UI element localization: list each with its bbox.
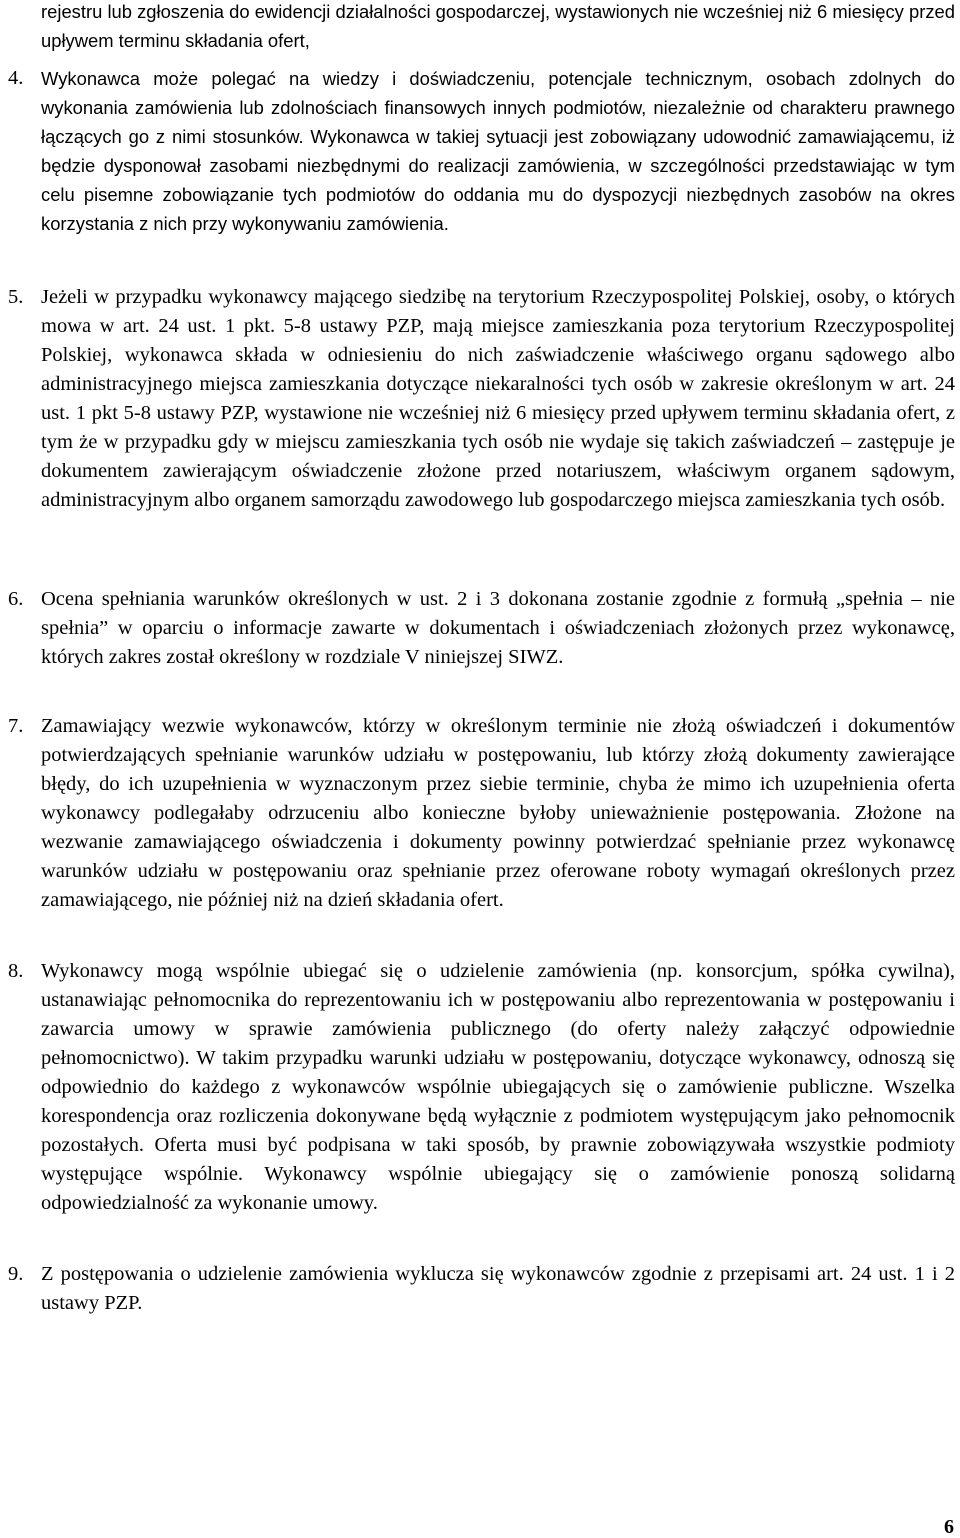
list-item-number: 5. [8, 286, 24, 308]
list-item-text: Wykonawca może polegać na wiedzy i doświadczeniu, potencjale technicznym, osobach zdolnych do wykonania zamówienia lub zdolnościach finansowych innych podmiotów, niezależnie od charakteru prawnego łączących go z nimi stosunków. Wykonawca w takiej sytuacji jest zobowiązany udowodnić zamawiającemu, iż będzie dysponował zasobami niezbędnymi do realizacji zamówienia, w szczególności przedstawiając w tym celu pisemne zobowiązanie tych podmiotów do oddania mu do dyspozycji niezbędnych zasobów na okres korzystania z nich przy wykonywaniu zamówienia. [41, 68, 955, 234]
list-item-number: 7. [8, 715, 24, 737]
list-item-text: Jeżeli w przypadku wykonawcy mającego siedzibę na terytorium Rzeczypospolitej Polskiej, osoby, o których mowa w art. 24 ust. 1 pkt. 5-8 ustawy PZP, mają miejsce zamieszkania poza terytorium Rzeczypospolitej Polskiej, wykonawca składa w odniesieniu do nich zaświadczenie właściwego organu sądowego albo administracyjnego miejsca zamieszkania dotyczące niekaralności tych osób w zakresie określonym w art. 24 ust. 1 pkt 5-8 ustawy PZP, wystawione nie wcześniej niż 6 miesięcy przed upływem terminu składania ofert, z tym że w przypadku gdy w miejscu zamieszkania tych osób nie wydaje się takich zaświadczeń – zastępuje je dokumentem zawierającym oświadczenie złożone przed notariuszem, właściwym organem sądowym, administracyjnym albo organem samorządu zawodowego lub gospodarczego miejsca zamieszkania tych osób. [41, 286, 955, 511]
list-item-number: 4. [8, 67, 24, 89]
continuation-text: rejestru lub zgłoszenia do ewidencji działalności gospodarczej, wystawionych nie wcześniej niż 6 miesięcy przed upływem terminu składania ofert, [41, 1, 955, 51]
list-item-text: Ocena spełniania warunków określonych w ust. 2 i 3 dokonana zostanie zgodnie z formułą „spełnia – nie spełnia” w oparciu o informacje zawarte w dokumentach i oświadczeniach złożonych przez wykonawcę, których zakres został określony w rozdziale V niniejszej SIWZ. [41, 588, 955, 668]
list-item-number: 6. [8, 588, 24, 610]
page-number: 6 [944, 1516, 954, 1538]
list-item-text: Z postępowania o udzielenie zamówienia wyklucza się wykonawców zgodnie z przepisami art. 24 ust. 1 i 2 ustawy PZP. [41, 1263, 955, 1314]
list-item-number: 9. [8, 1263, 24, 1285]
list-item-number: 8. [8, 960, 24, 982]
list-item-text: Wykonawcy mogą wspólnie ubiegać się o udzielenie zamówienia (np. konsorcjum, spółka cywilna), ustanawiając pełnomocnika do reprezentowaniu ich w postępowaniu albo reprezentowania w postępowaniu i zawarcia umowy w sprawie zamówienia publicznego (do oferty należy załączyć odpowiednie pełnomocnictwo). W takim przypadku warunki udziału w postępowaniu, dotyczące wykonawcy, odnoszą się odpowiednio do każdego z wykonawców wspólnie ubiegających się o zamówienie publiczne. Wszelka korespondencja oraz rozliczenia dokonywane będą wyłącznie z podmiotem występującym jako pełnomocnik pozostałych. Oferta musi być podpisana w taki sposób, by prawnie zobowiązywała wszystkie podmioty występujące wspólnie. Wykonawcy wspólnie ubiegający się o zamówienie ponoszą solidarną odpowiedzialność za wykonanie umowy. [41, 960, 955, 1214]
list-item-text: Zamawiający wezwie wykonawców, którzy w określonym terminie nie złożą oświadczeń i dokumentów potwierdzających spełnianie warunków udziału w postępowaniu, lub którzy złożą dokumenty zawierające błędy, do ich uzupełnienia w wyznaczonym przez siebie terminie, chyba że mimo ich uzupełnienia oferta wykonawcy podlegałaby odrzuceniu albo konieczne byłoby unieważnienie postępowania. Złożone na wezwanie zamawiającego oświadczenia i dokumenty powinny potwierdzać spełnianie przez wykonawcę warunków udziału w postępowaniu oraz spełnianie przez oferowane roboty wymagań określonych przez zamawiającego, nie później niż na dzień składania ofert. [41, 715, 955, 911]
